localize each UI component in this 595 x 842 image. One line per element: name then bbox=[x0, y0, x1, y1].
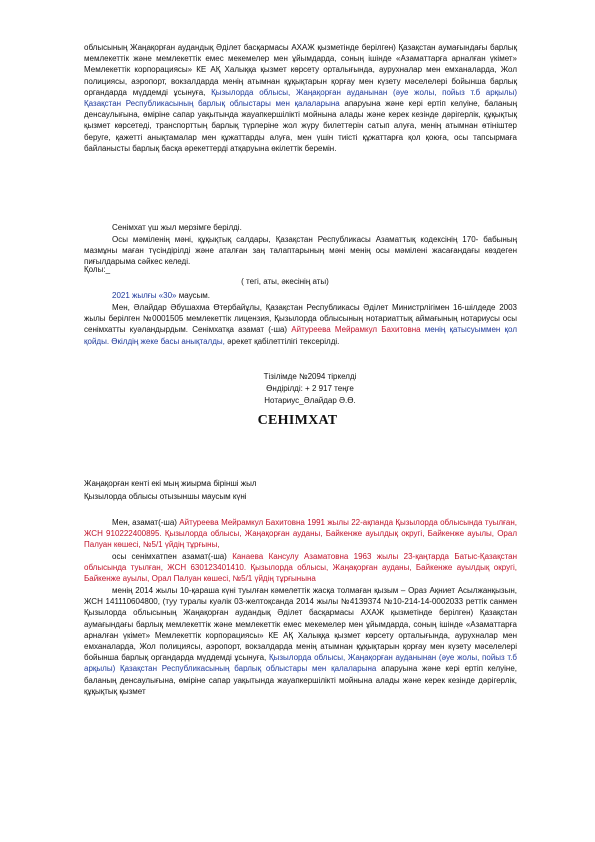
paragraph-highlight-red: Айтуреева Мейрамкул Бахитовна bbox=[287, 325, 421, 335]
paragraph-text: әрекет қабілеттілігі тексерілді. bbox=[224, 336, 340, 346]
paragraph-text: менің 2014 жылы 10-қараша күні туылған кәмелеттік жасқа толмаған қызым – Ораз Ақниет Асылжанқызын, ЖСН 141110604800, (туу туралы куәлік 03-желтоқсанда 2014 жылы №4139374 №10-214-14-0002033 реттік санмен Қызылорда облысының Жаңақорған аудандық Әділет басқармасы АХАЖ қызметінде берілген) Қазақстан аумағындағы барлық мемлекеттік және мемлекеттік емес мекемелер мен ұйымдарда, соның ішінде «Азаматтарға арналған үкімет» Мемлекеттік корпорациясы» КЕ АҚ Халыққа қызмет көрсету орталығында, аурухналар мен емханаларда, Жол полициясы, аэропорт, вокзалдарда менің атымнан құқықтарын қорғау мен күзету мәселелері бойынша барлық органдарда мүддемді ұсынуға, bbox=[84, 586, 517, 663]
paragraph-highlight-blue: Қызылорда облысы, Жаңақорған ауданынан (әуе жолы, пойыз т.б арқылы) Қазақстан Республикасының барлық облыстары мен қалаларына bbox=[84, 87, 517, 109]
paragraph-text: Мен, азамат(-ша) bbox=[112, 518, 177, 527]
document-title: СЕНІМХАТ bbox=[257, 413, 338, 428]
paragraph-powers bbox=[84, 42, 517, 154]
paragraph-highlight-blue: Қызылорда облысы, Жаңақорған ауданынан (әуе жолы, пойыз т.б арқылы) Қазақстан Республикасының барлық облыстары мен қалаларына bbox=[84, 653, 517, 674]
paragraph-attorney bbox=[84, 551, 517, 585]
place-line-2: Қызылорда облысы отызыншы маусым күні bbox=[84, 492, 247, 501]
paragraph-highlight-blue: менің қатысуыммен қол қойды. Өкілдің жеке басы анықталды, bbox=[84, 325, 517, 346]
paragraph-principal bbox=[84, 517, 517, 551]
paragraph-legal-consequences: Осы мәміленің мәні, құқықтық салдары, Қазақстан Республикасы Азаматтық кодексінің 170- бабының мазмұны маған түсіндірілді және аталған заң талаптарының мәні менің осы мәмілені жасағандағы көздеген пиғылдарыма сәйкес келеді. bbox=[84, 235, 517, 267]
paragraph-highlight-red: Канаева Кансулу Азаматовна 1963 жылы 23-қаңтарда Батыс-Қазақстан облысында туылған, ЖСН 630123401410. Қызылорда облысы, Жаңақорған ауданы, Байкенже ауылдық округі, Байкенже ауылы, Орал Палуан көшесі, №5/1 үйдің тұрғынына bbox=[84, 552, 518, 584]
signature-hint: ( тегі, аты, әкесінің аты) bbox=[241, 277, 329, 286]
fee-line: Өндірілді: + 2 917 теңге bbox=[266, 384, 354, 393]
notary-line: Нотариус_Әлайдар Ә.Ө. bbox=[264, 396, 356, 405]
date-text: маусым. bbox=[176, 291, 210, 300]
place-line-1: Жаңақорған кенті екі мың жиырма бірінші жыл bbox=[84, 479, 257, 488]
paragraph-text: облысының Жаңақорған аудандық Әділет басқармасы АХАЖ қызметінде берілген) Қазақстан аумағындағы барлық мемлекеттік және мемлекеттік емес мекемелер мен ұйымдарда, соның ішінде «Азаматтарға арналған үкімет» Мемлекеттік корпорациясы» КЕ АҚ Халыққа қызмет көрсету орталығында, аурухналар мен емханаларда, Жол полициясы, аэропорт, вокзалдарда менің атымнан құқықтарын қорғау мен күзету мәселелері бойынша барлық органдарда мүддемді ұсынуға, bbox=[84, 43, 517, 97]
paragraph-notary-certification bbox=[84, 302, 517, 347]
paragraph-highlight-red: Айтуреева Мейрамкул Бахитовна 1991 жылы 22-ақпанда Қызылорда облысында туылған, ЖСН 910222400895. Қызылорда облысы, Жаңақорған ауданы, Байкенже ауылдық округі, Байкенже ауылы, Орал Палуан көшесі, №5/1 үйдің тұрғыны, bbox=[84, 518, 518, 550]
date-highlight: 2021 жылғы «30» bbox=[112, 291, 177, 300]
date-line bbox=[112, 290, 512, 301]
paragraph-text: апаруына және кері ертіп келуіне, баланың денсаулығына, өміріне сапар уақытында жауапкершілікті мойнына алады және керек кезінде дәрігерлік, құқықтық қызмет көрсетеді, транспорттың барлық түрлеріне жол жүру билеттерін сатып алуға, менің атымнан өтініштер беруге, қажетті анықтамалар мен құжаттарды алуға, мен үшін тиісті құжаттарға қол қоюға, осы тапсырмаға байланысты барлық басқа әрекеттерді атқаруына өкілеттік беремін. bbox=[84, 99, 517, 153]
paragraph-child-powers bbox=[84, 585, 517, 697]
signature-label: Қолы:_ bbox=[84, 265, 111, 274]
paragraph-text: осы сенімхатпен азамат(-ша) bbox=[112, 552, 227, 561]
paragraph-text: апаруына және кері ертіп келуіне, баланың денсаулығына, өміріне сапар уақытында жауапкершілікті мойнына алады және керек кезінде дәрігерлік, құқықтық қызмет bbox=[84, 664, 517, 696]
validity-line: Сенімхат үш жыл мерзімге берілді. bbox=[112, 223, 242, 232]
paragraph-text: Мен, Әлайдар Әбушахма Өтербайұлы, Қазақстан Республикасы Әділет Министрлігімен 16-шілдеде 2003 жылы берілген №0001505 мемлекеттік лицензия, Қызылорда облысының нотариаттық аймағының нотариусы осы сенімхатты куәландырдым. Сенімхатқа азамат (-ша) bbox=[84, 303, 517, 335]
registry-line: Тізілімде №2094 тіркелді bbox=[263, 372, 357, 381]
